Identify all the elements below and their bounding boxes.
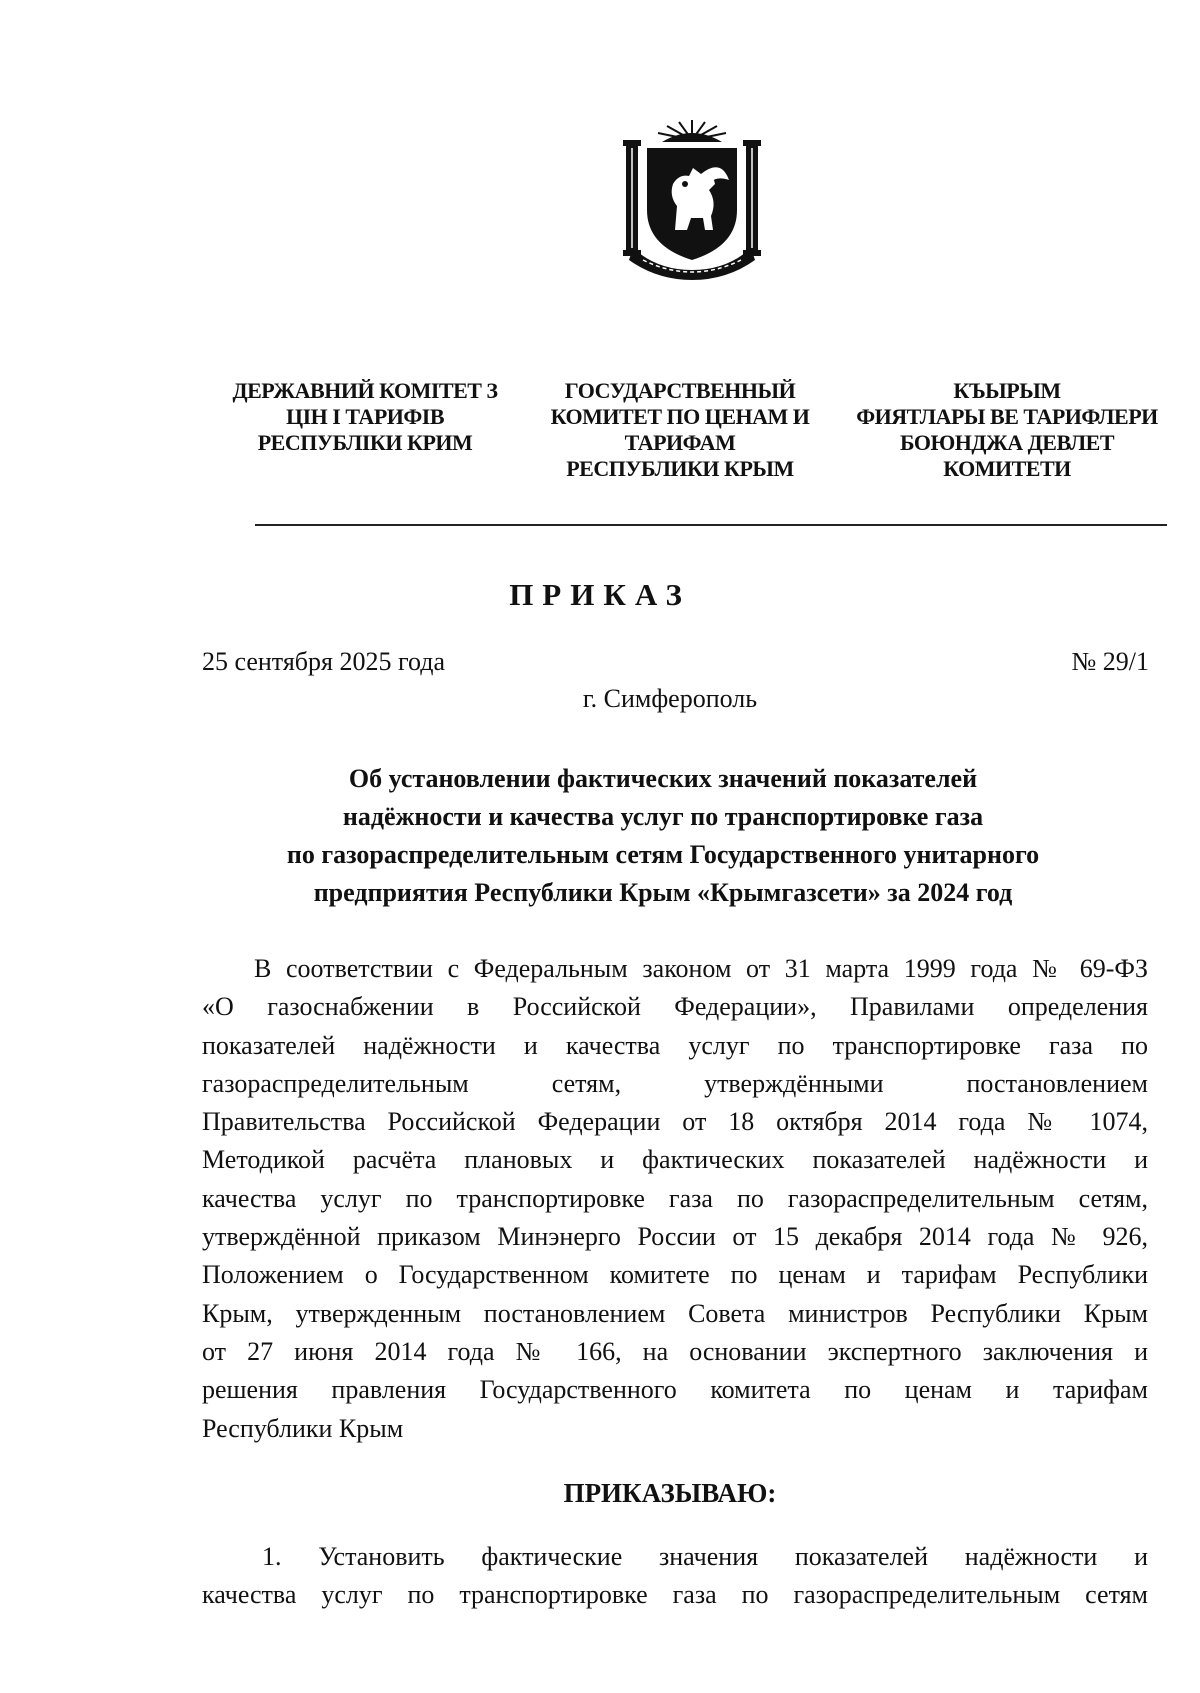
subject-line: Об установлении фактических значений показателей — [348, 764, 978, 793]
document-number: № 29/1 — [1071, 647, 1149, 676]
paragraph-line: утверждённой приказом Минэнерго России от 15 декабря 2014 года № 926, — [202, 1222, 1148, 1252]
header-line: ДЕРЖАВНИЙ КОМІТЕТ З — [232, 378, 498, 403]
paragraph-line: 1. Установить фактические значения показателей надёжности и — [262, 1542, 1148, 1571]
header-line: ФИЯТЛАРЫ ВЕ ТАРИФЛЕРИ — [856, 404, 1158, 429]
header-line: РЕСПУБЛИКИ КРЫМ — [566, 456, 794, 481]
header-line: БОЮНДЖА ДЕВЛЕТ — [899, 430, 1115, 455]
subject-line: предприятия Республики Крым «Крымгазсети» за 2024 год — [313, 878, 1013, 907]
header-crimean-tatar-name — [842, 378, 1172, 482]
paragraph-line: «О газоснабжении в Российской Федерации», Правилами определения — [202, 992, 1148, 1022]
paragraph-line: Положением о Государственном комитете по ценам и тарифам Республики — [202, 1260, 1148, 1290]
paragraph-line: качества услуг по транспортировке газа по газораспределительным сетям, — [202, 1183, 1148, 1213]
header-line: ТАРИФАМ — [624, 430, 736, 455]
paragraph-line: показателей надёжности и качества услуг по транспортировке газа по — [202, 1030, 1148, 1060]
header-divider — [255, 524, 1167, 526]
paragraph-line: Республики Крым — [202, 1413, 404, 1443]
document-date: 25 сентября 2025 года — [202, 647, 446, 676]
document-subject — [230, 760, 1096, 912]
header-line: ЦІН І ТАРИФІВ — [286, 404, 444, 429]
paragraph-line: В соответствии с Федеральным законом от 31 марта 1999 года № 69-ФЗ — [254, 954, 1148, 983]
header-line: КОМИТЕТ ПО ЦЕНАМ И — [550, 404, 810, 429]
header-line: КОМИТЕТИ — [943, 456, 1071, 481]
paragraph-line: Методикой расчёта плановых и фактических показателей надёжности и — [202, 1145, 1148, 1175]
paragraph-line: Правительства Российской Федерации от 18 октября 2014 года № 1074, — [202, 1107, 1148, 1137]
paragraph-line: качества услуг по транспортировке газа по газораспределительным сетям — [202, 1580, 1148, 1610]
directive-heading: ПРИКАЗЫВАЮ: — [563, 1478, 777, 1508]
order-item-1 — [202, 1538, 1148, 1615]
header-line: ГОСУДАРСТВЕННЫЙ — [564, 378, 796, 403]
paragraph-line: газораспределительным сетям, утверждёнными постановлением — [202, 1068, 1148, 1098]
document-city: г. Симферополь — [582, 684, 758, 713]
header-russian-name — [530, 378, 830, 482]
paragraph-line: решения правления Государственного комитета по ценам и тарифам — [202, 1375, 1148, 1405]
paragraph-line: от 27 июня 2014 года № 166, на основании экспертного заключения и — [202, 1336, 1148, 1366]
header-ukrainian-name — [215, 378, 515, 456]
preamble-paragraph — [202, 950, 1148, 1448]
paragraph-line: Крым, утвержденным постановлением Совета министров Республики Крым — [202, 1298, 1148, 1328]
document-type-title: ПРИКАЗ — [509, 577, 691, 612]
header-line: КЪЫРЫМ — [953, 378, 1061, 403]
header-line: РЕСПУБЛІКИ КРИМ — [257, 430, 473, 455]
subject-line: надёжности и качества услуг по транспортировке газа — [342, 802, 984, 831]
subject-line: по газораспределительным сетям Государственного унитарного — [286, 840, 1040, 869]
coat-of-arms-emblem — [617, 118, 767, 280]
